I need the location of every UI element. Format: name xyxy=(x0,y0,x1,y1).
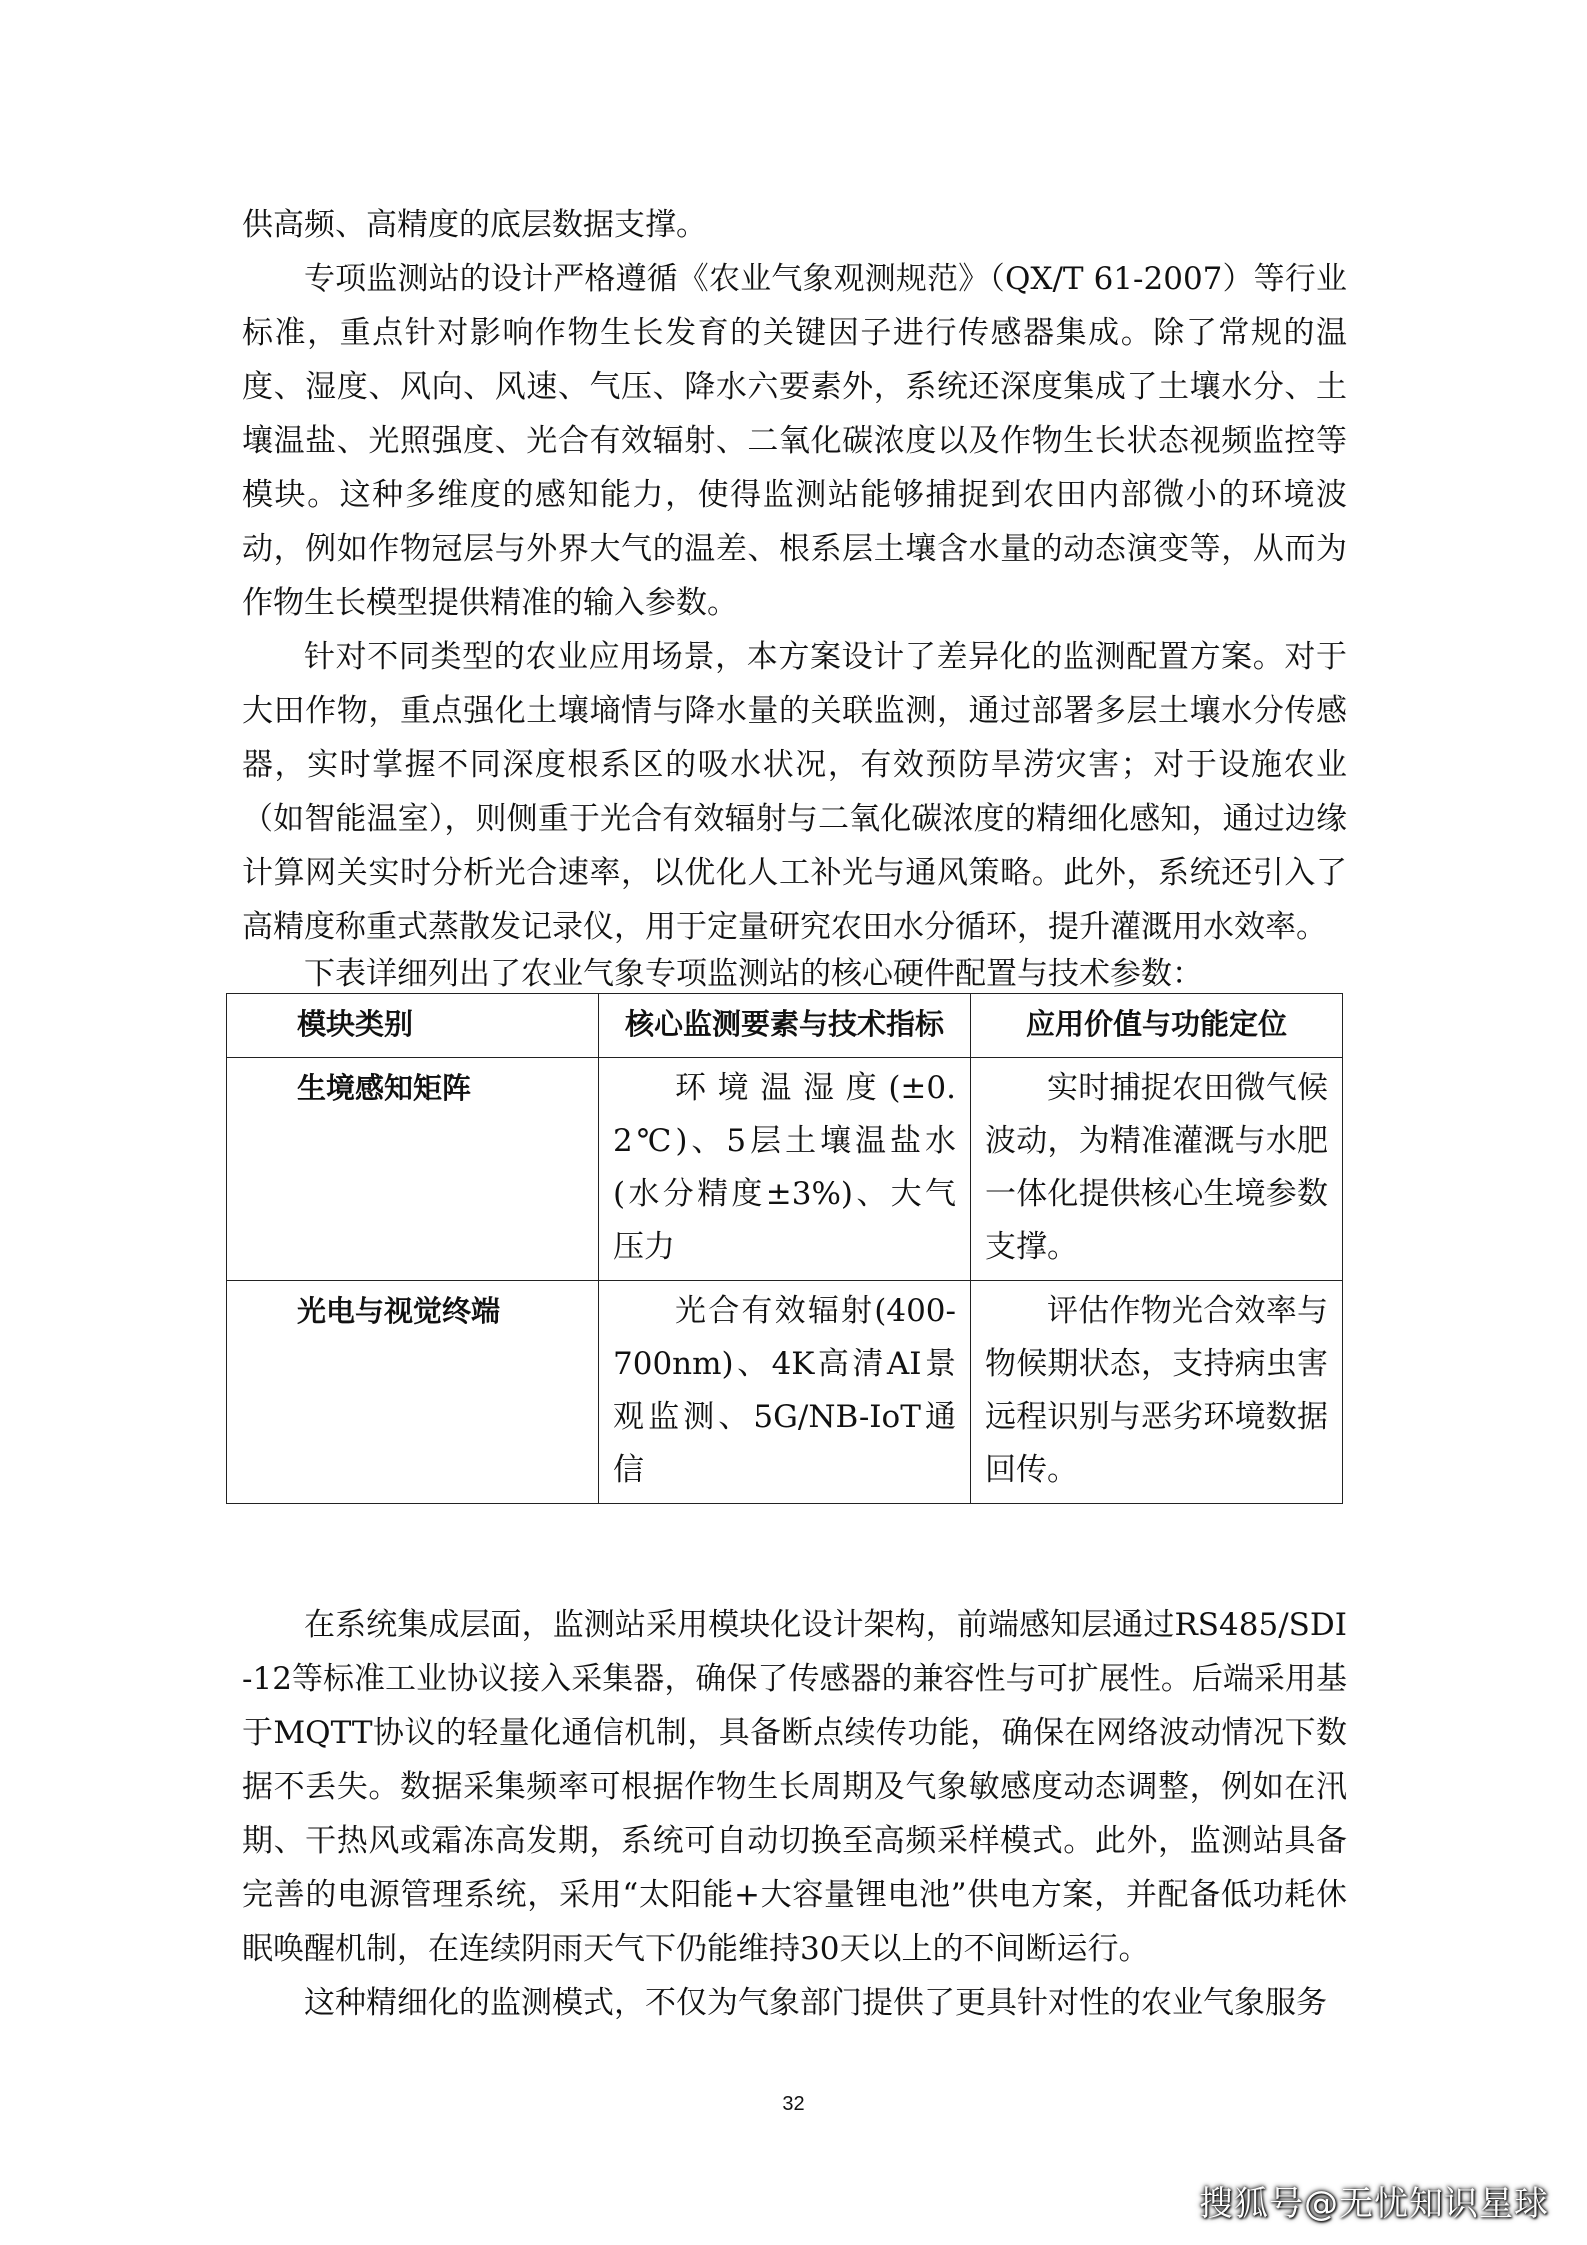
table-row xyxy=(227,1281,1343,1504)
table-row xyxy=(227,1058,1343,1281)
table-header-row xyxy=(227,994,1343,1058)
paragraph-table-intro: 下表详细列出了农业气象专项监测站的核心硬件配置与技术参数： xyxy=(304,956,1203,992)
paragraph-continuation: 供高频、高精度的底层数据支撑。 xyxy=(242,207,707,243)
page-number: 32 xyxy=(782,2093,805,2115)
table-cell-value: 评估作物光合效率与物候期状态，支持病虫害远程识别与恶劣环境数据回传。 xyxy=(971,1281,1343,1504)
table-header-cell: 模块类别 xyxy=(227,994,599,1058)
hardware-config-table xyxy=(226,993,1343,1504)
paragraph-scenarios: 针对不同类型的农业应用场景，本方案设计了差异化的监测配置方案。对于大田作物，重点强化土壤墒情与降水量的关联监测，通过部署多层土壤水分传感器，实时掌握不同深度根系区的吸水状况，有效预防旱涝灾害；对于设施农业（如智能温室），则侧重于光合有效辐射与二氧化碳浓度的精细化感知，通过边缘计算网关实时分析光合速率，以优化人工补光与通风策略。此外，系统还引入了高精度称重式蒸散发记录仪，用于定量研究农田水分循环，提升灌溉用水效率。 xyxy=(242,639,1347,945)
table-cell-value: 实时捕捉农田微气候波动，为精准灌溉与水肥一体化提供核心生境参数支撑。 xyxy=(971,1058,1343,1281)
table-cell-category: 生境感知矩阵 xyxy=(227,1058,599,1281)
paragraph-standards: 专项监测站的设计严格遵循《农业气象观测规范》（QX/T 61-2007）等行业标准，重点针对影响作物生长发育的关键因子进行传感器集成。除了常规的温度、湿度、风向、风速、气压、降水六要素外，系统还深度集成了土壤水分、土壤温盐、光照强度、光合有效辐射、二氧化碳浓度以及作物生长状态视频监控等模块。这种多维度的感知能力，使得监测站能够捕捉到农田内部微小的环境波动，例如作物冠层与外界大气的温差、根系层土壤含水量的动态演变等，从而为作物生长模型提供精准的输入参数。 xyxy=(242,261,1347,621)
paragraph-integration: 在系统集成层面，监测站采用模块化设计架构，前端感知层通过RS485/SDI-12等标准工业协议接入采集器，确保了传感器的兼容性与可扩展性。后端采用基于MQTT协议的轻量化通信机制，具备断点续传功能，确保在网络波动情况下数据不丢失。数据采集频率可根据作物生长周期及气象敏感度动态调整，例如在汛期、干热风或霜冻高发期，系统可自动切换至高频采样模式。此外，监测站具备完善的电源管理系统，采用“太阳能+大容量锂电池”供电方案，并配备低功耗休眠唤醒机制，在连续阴雨天气下仍能维持30天以上的不间断运行。 xyxy=(242,1607,1347,1967)
table-cell-elements: 光合有效辐射(400-700nm)、4K高清AI景观监测、5G/NB-IoT通信 xyxy=(599,1281,971,1504)
table-cell-elements: 环境温湿度(±0.2℃)、5层土壤温盐水(水分精度±3%)、大气压力 xyxy=(599,1058,971,1281)
watermark: 搜狐号@无忧知识星球 xyxy=(1199,2184,1549,2224)
table-header-cell: 核心监测要素与技术指标 xyxy=(599,994,971,1058)
table-header-cell: 应用价值与功能定位 xyxy=(971,994,1343,1058)
table-cell-category: 光电与视觉终端 xyxy=(227,1281,599,1504)
paragraph-closing: 这种精细化的监测模式，不仅为气象部门提供了更具针对性的农业气象服务 xyxy=(304,1985,1327,2021)
